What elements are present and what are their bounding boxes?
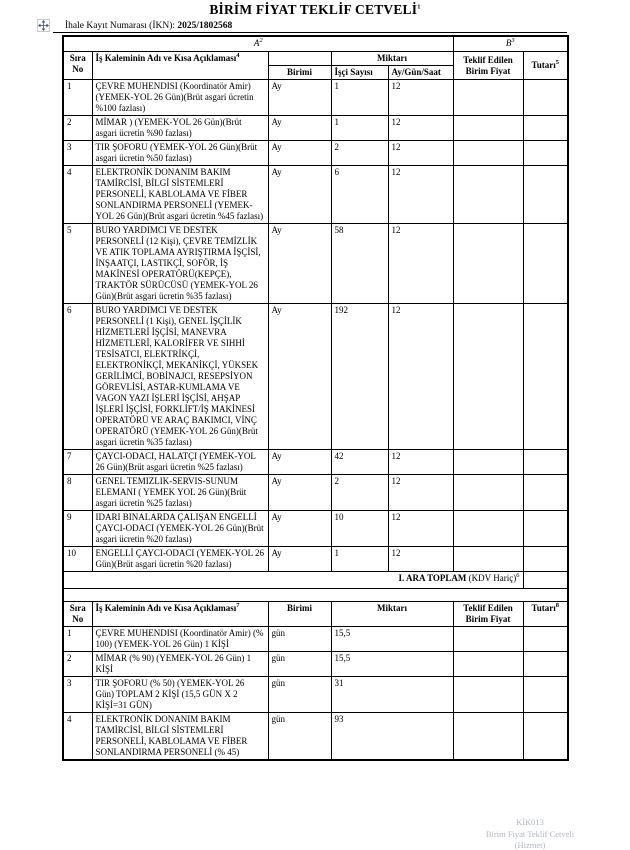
row-unit-price-cell xyxy=(453,450,523,475)
page-title-text: BİRİM FİYAT TEKLİF CETVELİ xyxy=(209,2,418,17)
row-unit-price-cell xyxy=(453,141,523,166)
table1-row-4 xyxy=(63,166,568,224)
row-desc: BURO YARDIMCI VE DESTEK PERSONELİ (1 Kişi), GENEL İŞÇİLİK HİZMETLERİ İŞÇİSİ, MANEVRA HİZMETLERİ, KALORİFER VE SIHHİ TESİSATCI, ELEKTRİKÇİ, ELEKTRONİKÇİ, MEKANİKÇİ, YÜKSEK GERİLİMCİ, BOBİNAJCI, RESEPSİYON GÖREVLİSİ, ASTAR-KUMLAMA VE VAGON YAZI İŞLERİ İŞÇİSİ, AHŞAP İŞLERİ İŞÇİSİ, FORKLİFT/İŞ MAKİNESİ OPERATÖRÜ VE ARAÇ BAKIMCI, VİNÇ OPERATÖRÜ (YEMEK-YOL 26 Gün)(Brüt asgari ücretin %35 fazlası) xyxy=(92,304,268,450)
row-unit-price-cell xyxy=(453,713,523,761)
row-worker-count: 1 xyxy=(331,80,388,116)
form-footer xyxy=(400,817,630,850)
table1-row-8 xyxy=(63,475,568,511)
row-no: 2 xyxy=(63,652,92,677)
table1-header-desc-text: İş Kaleminin Adı ve Kısa Açıklaması xyxy=(95,53,237,63)
row-total-cell xyxy=(523,652,568,677)
row-total-cell xyxy=(523,713,568,761)
table1-header-desc xyxy=(92,52,268,80)
row-duration: 12 xyxy=(388,475,453,511)
row-worker-count: 1 xyxy=(331,547,388,572)
table2-tutari-footnote: 8 xyxy=(555,602,559,609)
table1-row-7 xyxy=(63,450,568,475)
row-unit: Ay xyxy=(268,511,331,547)
row-total-cell xyxy=(523,450,568,475)
row-no: 5 xyxy=(63,224,92,304)
table2-header-sira: Sıra No xyxy=(63,602,92,627)
table1-row-10 xyxy=(63,547,568,572)
row-worker-count: 2 xyxy=(331,475,388,511)
table1-desc-footnote: 4 xyxy=(236,52,240,59)
row-duration: 12 xyxy=(388,80,453,116)
row-duration: 12 xyxy=(388,450,453,475)
row-duration: 12 xyxy=(388,304,453,450)
row-quantity: 93 xyxy=(331,713,453,761)
row-worker-count: 10 xyxy=(331,511,388,547)
row-quantity: 31 xyxy=(331,677,453,713)
ikn-value: 2025/1802568 xyxy=(177,21,233,31)
row-total-cell xyxy=(523,475,568,511)
row-unit: Ay xyxy=(268,141,331,166)
footer-form-name: Birim Fiyat Teklif Cetveli xyxy=(485,828,575,839)
row-unit: gün xyxy=(268,713,331,761)
spacer-cell xyxy=(63,589,568,602)
subtotal-row xyxy=(63,572,568,589)
subtotal-value-cell xyxy=(523,572,568,589)
row-total-cell xyxy=(523,547,568,572)
spacer-row xyxy=(63,589,568,602)
page-title xyxy=(0,2,630,18)
row-desc: TIR ŞOFORU (% 50) (YEMEK-YOL 26 Gün) TOPLAM 2 KİŞİ (15,5 GÜN X 2 KİŞİ=31 GÜN) xyxy=(92,677,268,713)
row-unit-price-cell xyxy=(453,511,523,547)
row-unit: Ay xyxy=(268,304,331,450)
row-quantity: 15,5 xyxy=(331,652,453,677)
row-duration: 12 xyxy=(388,511,453,547)
row-unit: gün xyxy=(268,627,331,652)
row-unit: Ay xyxy=(268,450,331,475)
table1-header-isci: İşçi Sayısı xyxy=(331,66,388,80)
row-duration: 12 xyxy=(388,116,453,141)
table1-header-ay-gun-saat: Ay/Gün/Saat xyxy=(388,66,453,80)
table2-header-miktari: Miktarı xyxy=(331,602,453,627)
table2-header-row xyxy=(63,602,568,627)
bid-schedule-table xyxy=(62,35,569,761)
four-arrow-move-icon xyxy=(38,20,49,31)
row-unit-price-cell xyxy=(453,547,523,572)
row-unit: gün xyxy=(268,677,331,713)
ikn-row xyxy=(37,19,567,33)
table2-header-desc-text: İş Kaleminin Adı ve Kısa Açıklaması xyxy=(95,603,237,613)
row-unit-price-cell xyxy=(453,677,523,713)
row-desc: MİMAR (% 90) (YEMEK-YOL 26 Gün) 1 KİŞİ xyxy=(92,652,268,677)
row-desc: BURO YARDIMCI VE DESTEK PERSONELİ (12 Kişi), ÇEVRE TEMİZLİK VE ATIK TOPLAMA AYRIŞTIRMA İŞÇİSİ, İNŞAATÇI, LASTIKÇİ, SOFÖR, İŞ MAKİNESİ OPERATÖRÜ(KEPÇE), TRAKTÖR SÜRÜCÜSÜ (YEMEK-YOL 26 Gün)(Brüt asgari ücretin %35 fazlası) xyxy=(92,224,268,304)
row-quantity: 15,5 xyxy=(331,627,453,652)
row-desc: GENEL TEMIZLIK-SERVIS-SUNUM ELEMANI ( YEMEK YOL 26 Gün)(Brüt asgari ücretin %25 fazlası) xyxy=(92,475,268,511)
table1-header-birimi: Birimi xyxy=(268,66,331,80)
table2-header-desc xyxy=(92,602,268,627)
footer-form-type: (Hizmet) xyxy=(514,840,546,850)
row-unit-price-cell xyxy=(453,224,523,304)
row-desc: ÇAYCI-ODACI, HALATÇI (YEMEK-YOL 26 Gün)(Brüt asgari ücretin %25 fazlası) xyxy=(92,450,268,475)
table1-header-row-1 xyxy=(63,52,568,66)
table2-header-tutari xyxy=(523,602,568,627)
row-unit: Ay xyxy=(268,166,331,224)
row-total-cell xyxy=(523,304,568,450)
subtotal-label-normal: (KDV Hariç) xyxy=(468,573,517,583)
row-desc: ENGELLİ ÇAYCI-ODACI (YEMEK-YOL 26 Gün)(Brüt asgari ücretin %20 fazlası) xyxy=(92,547,268,572)
section-a-cell xyxy=(63,36,453,52)
row-worker-count: 2 xyxy=(331,141,388,166)
title-footnote-marker: 1 xyxy=(417,3,421,11)
subtotal-label-bold: I. ARA TOPLAM xyxy=(398,573,469,583)
table1-row-2 xyxy=(63,116,568,141)
row-worker-count: 42 xyxy=(331,450,388,475)
row-no: 2 xyxy=(63,116,92,141)
row-unit-price-cell xyxy=(453,116,523,141)
row-total-cell xyxy=(523,80,568,116)
row-total-cell xyxy=(523,224,568,304)
table1-header-tutari xyxy=(523,52,568,80)
section-b-cell xyxy=(453,36,568,52)
table1-header-sira: Sıra No xyxy=(63,52,92,80)
table1-header-empty-cell xyxy=(268,52,331,66)
row-worker-count: 192 xyxy=(331,304,388,450)
table1-header-tutari-text: Tutarı xyxy=(531,60,556,70)
row-duration: 12 xyxy=(388,141,453,166)
table2-row-4 xyxy=(63,713,568,761)
table2-row-1 xyxy=(63,627,568,652)
row-worker-count: 6 xyxy=(331,166,388,224)
row-total-cell xyxy=(523,511,568,547)
row-worker-count: 58 xyxy=(331,224,388,304)
table1-header-teklif: Teklif Edilen Birim Fiyat xyxy=(453,52,523,80)
section-b-footnote: 3 xyxy=(511,37,515,44)
row-unit: Ay xyxy=(268,547,331,572)
table2-row-3 xyxy=(63,677,568,713)
row-duration: 12 xyxy=(388,547,453,572)
row-no: 4 xyxy=(63,166,92,224)
row-desc: ELEKTRONİK DONANIM BAKIM TAMİRCİSİ, BİLGİ SİSTEMLERİ PERSONELİ, KABLOLAMA VE FİBER SONLANDIRMA PERSONELİ (YEMEK-YOL 26 Gün)(Brüt asgari ücretin %45 fazlası) xyxy=(92,166,268,224)
row-total-cell xyxy=(523,627,568,652)
row-total-cell xyxy=(523,141,568,166)
row-unit: Ay xyxy=(268,116,331,141)
row-desc: TIR ŞOFORU (YEMEK-YOL 26 Gün)(Brüt asgari ücretin %50 fazlası) xyxy=(92,141,268,166)
row-no: 9 xyxy=(63,511,92,547)
row-desc: ÇEVRE MUHENDISI (Koordinatör Amir) (YEMEK-YOL 26 Gün)(Brüt asgari ücretin %100 fazlası) xyxy=(92,80,268,116)
table1-row-1 xyxy=(63,80,568,116)
table2-header-teklif: Teklif Edilen Birim Fiyat xyxy=(453,602,523,627)
table1-row-5 xyxy=(63,224,568,304)
row-no: 1 xyxy=(63,627,92,652)
row-unit: Ay xyxy=(268,80,331,116)
table1-row-9 xyxy=(63,511,568,547)
row-unit-price-cell xyxy=(453,166,523,224)
row-duration: 12 xyxy=(388,224,453,304)
section-b-label: B xyxy=(505,38,512,48)
row-no: 8 xyxy=(63,475,92,511)
table1-tutari-footnote: 5 xyxy=(555,59,559,66)
table2-header-birimi: Birimi xyxy=(268,602,331,627)
table2-row-2 xyxy=(63,652,568,677)
row-unit: gün xyxy=(268,652,331,677)
row-unit: Ay xyxy=(268,224,331,304)
footer-form-code: KİK013 xyxy=(516,817,544,827)
ikn-line xyxy=(53,21,567,33)
table-move-handle-icon[interactable] xyxy=(37,19,50,32)
row-no: 7 xyxy=(63,450,92,475)
section-a-footnote: 2 xyxy=(259,37,263,44)
row-desc: IDARI BINALARDA ÇALIŞAN ENGELLİ ÇAYCI-ODACI (YEMEK-YOL 26 Gün)(Brüt asgari ücretin %20 fazlası) xyxy=(92,511,268,547)
row-no: 4 xyxy=(63,713,92,761)
table1-row-3 xyxy=(63,141,568,166)
table2-desc-footnote: 7 xyxy=(236,602,240,609)
table1-header-miktari: Miktarı xyxy=(331,52,453,66)
row-desc: ELEKTRONİK DONANIM BAKIM TAMİRCİSİ, BİLGİ SİSTEMLERİ PERSONELİ, KABLOLAMA VE FİBER SONLANDIRMA PERSONELİ (% 45) xyxy=(92,713,268,761)
row-duration: 12 xyxy=(388,166,453,224)
row-no: 3 xyxy=(63,141,92,166)
row-total-cell xyxy=(523,116,568,141)
row-no: 6 xyxy=(63,304,92,450)
row-worker-count: 1 xyxy=(331,116,388,141)
row-total-cell xyxy=(523,166,568,224)
row-total-cell xyxy=(523,677,568,713)
row-no: 3 xyxy=(63,677,92,713)
row-unit-price-cell xyxy=(453,627,523,652)
row-unit: Ay xyxy=(268,475,331,511)
section-letter-row xyxy=(63,36,568,52)
subtotal-label-cell xyxy=(63,572,523,589)
row-no: 1 xyxy=(63,80,92,116)
row-desc: MİMAR ) (YEMEK-YOL 26 Gün)(Brüt asgari ücretin %90 fazlası) xyxy=(92,116,268,141)
table2-header-tutari-text: Tutarı xyxy=(531,603,556,613)
ikn-label: İhale Kayıt Numarası (İKN): xyxy=(65,21,178,31)
row-unit-price-cell xyxy=(453,80,523,116)
row-unit-price-cell xyxy=(453,652,523,677)
row-unit-price-cell xyxy=(453,475,523,511)
subtotal-footnote: 6 xyxy=(516,572,520,579)
section-a-label: A xyxy=(253,38,260,48)
row-desc: ÇEVRE MUHENDISI (Koordinatör Amir) (% 100) (YEMEK-YOL 26 Gün) 1 KİŞİ xyxy=(92,627,268,652)
row-unit-price-cell xyxy=(453,304,523,450)
table1-row-6 xyxy=(63,304,568,450)
row-no: 10 xyxy=(63,547,92,572)
